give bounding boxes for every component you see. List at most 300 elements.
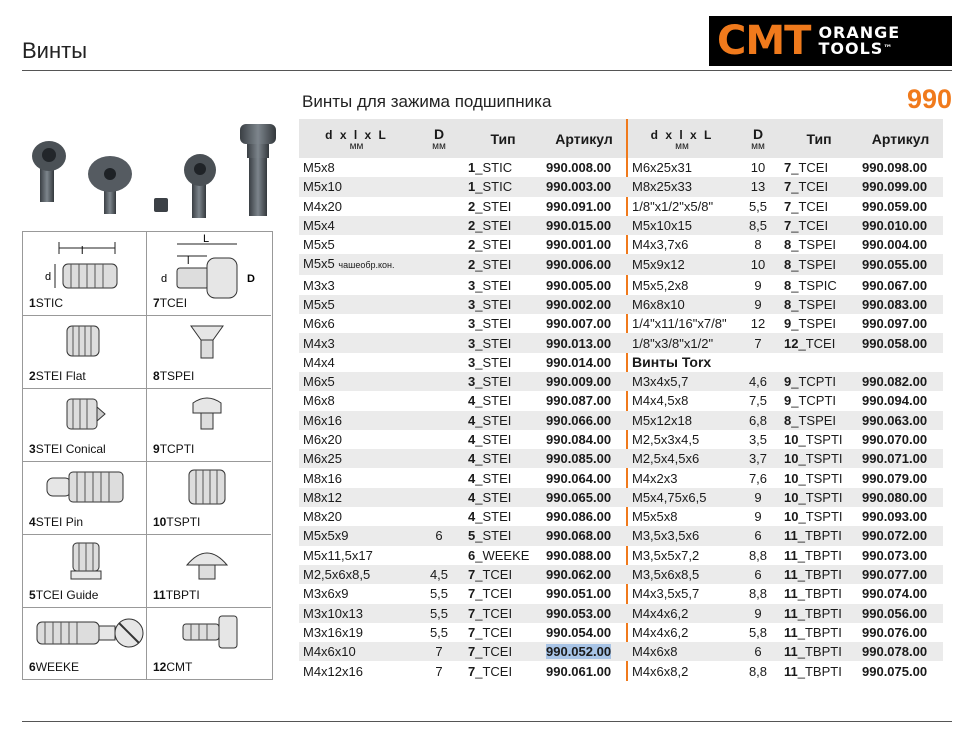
d-cell	[414, 372, 464, 391]
d-cell: 6	[736, 565, 780, 584]
d-cell: 5,5	[414, 604, 464, 623]
type-cell: 11_TBPTI	[784, 663, 842, 679]
screw-photo-1	[32, 141, 66, 202]
dims-cell: M5x5 чашеобр.кон.	[299, 254, 414, 275]
table-row	[299, 158, 943, 177]
dims-cell: M5x5x9	[299, 526, 414, 545]
article-cell: 990.093.00	[862, 509, 928, 525]
screw-types-legend	[22, 231, 273, 680]
dims-cell: M4x3	[299, 333, 414, 352]
type-cell: 7_TCEI	[464, 604, 542, 623]
dims-cell: M4x20	[303, 198, 343, 214]
d-cell: 5,8	[748, 624, 768, 640]
type-cell: 7_TCEI	[784, 160, 829, 176]
article-cell: 990.004.00	[862, 237, 928, 253]
dims-cell: M5x5x8	[632, 509, 678, 525]
d-cell	[414, 295, 464, 314]
d-cell	[414, 353, 464, 372]
stei-flat-icon	[23, 316, 145, 376]
table-row	[299, 411, 943, 430]
dims-cell: M3,5x6x8,5	[628, 565, 736, 584]
type-cell-4	[23, 462, 147, 535]
table-row	[299, 216, 943, 235]
section-subheading: Винты Torx	[632, 353, 712, 370]
table-row	[299, 507, 943, 526]
d-cell	[414, 546, 464, 565]
dims-cell: M6x5	[299, 372, 414, 391]
dims-cell: M3,5x3,5x6	[628, 526, 736, 545]
d-cell	[414, 333, 464, 352]
table-row	[299, 235, 943, 254]
article-cell: 990.070.00	[862, 432, 928, 447]
type-cell: 10_TSPTI	[784, 509, 843, 525]
article-cell: 990.083.00	[858, 295, 943, 314]
d-cell	[414, 275, 464, 294]
cmt-screw-icon	[147, 608, 269, 668]
article-cell: 990.098.00	[862, 160, 928, 176]
article-cell: 990.078.00	[858, 642, 943, 661]
type-cell: 4_STEI	[468, 509, 512, 525]
article-cell: 990.009.00	[542, 372, 626, 391]
logo-line-2: TOOLS	[818, 39, 884, 58]
dims-cell: M3x3	[303, 277, 335, 293]
tcei-mark-L: L	[203, 233, 210, 245]
type-cell-5	[23, 535, 147, 608]
type-label-3: 3STEI Conical	[29, 442, 106, 456]
d-cell	[414, 235, 464, 254]
type-cell: 3_STEI	[468, 277, 512, 293]
dims-cell: M4x6x10	[299, 642, 414, 661]
d-cell: 6,8	[736, 411, 780, 430]
type-cell: 9_TSPEI	[784, 316, 837, 332]
table-row	[299, 642, 943, 661]
article-cell: 990.054.00	[546, 624, 612, 640]
type-cell: 7_TCEI	[780, 216, 858, 235]
type-cell: 6_WEEKE	[468, 547, 530, 563]
d-cell: 4,6	[736, 372, 780, 391]
type-label-12: 12CMT	[153, 660, 193, 674]
d-cell: 7,5	[748, 393, 768, 409]
dims-cell: M3x6x9	[303, 586, 349, 602]
article-cell: 990.085.00	[542, 449, 626, 468]
article-cell: 990.068.00	[542, 526, 626, 545]
table-row	[299, 584, 943, 603]
logo-subtitle	[810, 25, 900, 57]
d-cell: 10	[736, 254, 780, 275]
article-cell: 990.061.00	[546, 663, 612, 679]
d-cell: 6	[736, 526, 780, 545]
dims-cell: M5x12x18	[628, 411, 736, 430]
type-cell: 3_STEI	[464, 333, 542, 352]
type-cell: 2_STEI	[468, 198, 512, 214]
stic-mark-l: l	[81, 245, 84, 257]
type-cell: 3_STEI	[464, 295, 542, 314]
type-label-10: 10TSPTI	[153, 515, 201, 529]
table-header-row	[299, 119, 943, 158]
type-cell: 11_TBPTI	[780, 604, 858, 623]
table-row	[299, 372, 943, 391]
table-row	[299, 197, 943, 216]
d-cell: 4,5	[414, 565, 464, 584]
tspti-icon	[147, 462, 269, 522]
table-row	[299, 353, 943, 372]
dims-cell: M4x3,7x6	[632, 237, 689, 253]
article-cell: 990.066.00	[542, 411, 626, 430]
d-cell	[414, 254, 464, 275]
article-cell: 990.072.00	[858, 526, 943, 545]
dims-cell: 1/4"x11/16"x7/8"	[632, 316, 727, 332]
screw-photo-2	[88, 156, 132, 214]
screw-photo-3	[184, 154, 216, 218]
header-dims: d x l x L мм	[299, 119, 414, 158]
d-cell: 5,5	[429, 624, 449, 640]
table-row	[299, 546, 943, 565]
dims-cell: M5x9x12	[628, 254, 736, 275]
type-cell-11	[147, 535, 271, 608]
type-cell-9	[147, 389, 271, 462]
tspei-icon	[147, 316, 269, 376]
dims-cell: M3,5x5x7,2	[632, 547, 700, 563]
dims-cell: M3x10x13	[299, 604, 414, 623]
dims-cell: M2,5x4,5x6	[628, 449, 736, 468]
dims-note: чашеобр.кон.	[338, 260, 395, 271]
type-cell: 1_STIC	[464, 177, 542, 196]
type-cell: 7_TCEI	[468, 663, 513, 679]
dims-cell: M4x4x6,2	[628, 604, 736, 623]
dims-cell: M6x25x31	[632, 160, 692, 176]
dims-cell: M5x5,2x8	[632, 277, 689, 293]
d-cell: 10	[750, 160, 766, 176]
article-cell: 990.005.00	[546, 277, 612, 293]
d-cell: 8,8	[748, 586, 768, 602]
table-row	[299, 449, 943, 468]
d-cell	[414, 216, 464, 235]
type-label-2: 2STEI Flat	[29, 369, 86, 383]
tcpti-icon	[147, 389, 269, 449]
d-cell: 13	[736, 177, 780, 196]
type-cell-12	[147, 608, 271, 679]
d-cell: 8,5	[736, 216, 780, 235]
d-cell	[414, 177, 464, 196]
dims-cell: M4x6x8	[628, 642, 736, 661]
dims-cell: M8x25x33	[628, 177, 736, 196]
dims-cell: M8x16	[303, 470, 343, 486]
type-cell: 11_TBPTI	[780, 526, 858, 545]
d-cell: 5,5	[429, 586, 449, 602]
screws-photo	[22, 118, 292, 226]
dims-cell: M6x6	[303, 316, 335, 332]
d-cell: 7	[736, 333, 780, 352]
d-cell: 9	[736, 295, 780, 314]
article-cell: 990.071.00	[858, 449, 943, 468]
type-cell: 8_TSPEI	[784, 237, 837, 253]
dims-cell: M5x4	[299, 216, 414, 235]
table-row	[299, 661, 943, 680]
article-cell: 990.008.00	[546, 160, 612, 176]
d-cell: 7,6	[748, 470, 768, 486]
header-type: Тип	[464, 119, 542, 158]
d-cell	[414, 430, 464, 449]
table-row	[299, 295, 943, 314]
screws-table	[299, 119, 943, 681]
type-cell: 7_TCEI	[468, 624, 513, 640]
header-d: D мм	[414, 119, 464, 158]
type-cell: 7_TCEI	[784, 198, 829, 214]
screw-photo-4	[240, 124, 276, 216]
type-cell: 3_STEI	[468, 316, 512, 332]
type-cell: 4_STEI	[468, 470, 512, 486]
type-cell: 11_TBPTI	[784, 586, 842, 602]
d-cell: 6	[414, 526, 464, 545]
header-article: Артикул	[542, 119, 626, 158]
article-cell: 990.015.00	[542, 216, 626, 235]
article-cell: 990.003.00	[542, 177, 626, 196]
type-cell-10	[147, 462, 271, 535]
type-cell: 2_STEI	[464, 254, 542, 275]
d-cell: 8,8	[748, 663, 768, 679]
dims-cell: M4x2x3	[632, 470, 678, 486]
table-row	[299, 526, 943, 545]
d-cell: 9	[736, 604, 780, 623]
dims-cell: M6x16	[299, 411, 414, 430]
type-cell: 4_STEI	[468, 393, 512, 409]
d-cell	[414, 391, 464, 410]
type-label-8: 8TSPEI	[153, 369, 195, 383]
type-cell: 10_TSPTI	[780, 488, 858, 507]
dims-cell: M6x25	[299, 449, 414, 468]
type-cell: 4_STEI	[464, 488, 542, 507]
type-cell-7	[147, 232, 271, 316]
article-cell: 990.091.00	[546, 198, 612, 214]
d-cell: 8	[754, 237, 762, 253]
article-cell: 990.006.00	[542, 254, 626, 275]
type-label-1: 1STIC	[29, 296, 64, 310]
dims-cell: M6x8x10	[628, 295, 736, 314]
tbpti-icon	[147, 535, 269, 595]
type-cell: 8_TSPEI	[780, 411, 858, 430]
type-cell: 11_TBPTI	[784, 547, 842, 563]
article-cell: 990.099.00	[858, 177, 943, 196]
d-cell: 9	[754, 509, 762, 525]
article-cell: 990.064.00	[546, 470, 612, 486]
brand-logo	[709, 16, 952, 66]
grub-screw-photo	[154, 198, 168, 212]
bottom-divider	[22, 721, 952, 722]
article-cell: 990.059.00	[862, 198, 928, 214]
header-dims-2: d x l x L мм	[628, 119, 736, 158]
article-cell: 990.074.00	[862, 586, 928, 602]
d-cell: 9	[754, 277, 762, 293]
weeke-icon	[23, 608, 145, 668]
dims-cell: M6x20	[303, 432, 343, 447]
type-cell: 2_STEI	[464, 216, 542, 235]
article-cell: 990.076.00	[862, 624, 928, 640]
table-row	[299, 430, 943, 449]
stic-diagram-icon	[23, 232, 145, 302]
page-title: Винты	[22, 38, 88, 63]
article-cell: 990.082.00	[858, 372, 943, 391]
article-cell: 990.079.00	[862, 470, 928, 486]
tcei-guide-icon	[23, 535, 145, 595]
article-cell: 990.002.00	[542, 295, 626, 314]
type-cell: 4_STEI	[464, 411, 542, 430]
dims-cell: M4x3,5x5,7	[632, 586, 700, 602]
d-cell: 12	[750, 316, 766, 332]
article-cell: 990.086.00	[546, 509, 612, 525]
d-cell: 3,7	[736, 449, 780, 468]
article-cell: 990.073.00	[862, 547, 928, 563]
d-cell	[414, 197, 464, 216]
header-article-2: Артикул	[858, 119, 943, 158]
type-cell: 3_STEI	[464, 372, 542, 391]
article-cell: 990.080.00	[858, 488, 943, 507]
table-body	[299, 158, 943, 681]
type-cell: 9_TCPTI	[784, 393, 837, 409]
d-cell: 3,5	[748, 432, 768, 447]
article-cell: 990.065.00	[542, 488, 626, 507]
type-cell: 4_STEI	[468, 432, 512, 447]
tcei-mark-l: l	[187, 255, 190, 267]
article-cell: 990.062.00	[542, 565, 626, 584]
article-cell: 990.094.00	[862, 393, 928, 409]
table-row	[299, 488, 943, 507]
table-row	[299, 565, 943, 584]
table-row	[299, 333, 943, 352]
type-cell-8	[147, 316, 271, 389]
article-cell: 990.077.00	[858, 565, 943, 584]
dims-cell: 1/8"x1/2"x5/8"	[632, 198, 714, 214]
dims-cell: M5x5	[303, 237, 335, 253]
stic-mark-d: d	[45, 271, 52, 283]
logo-tm: ™	[883, 44, 894, 54]
article-cell: 990.007.00	[546, 316, 612, 332]
header-d-2: D мм	[736, 119, 780, 158]
article-cell: 990.010.00	[858, 216, 943, 235]
dims-cell: M8x12	[299, 488, 414, 507]
d-cell: 8,8	[748, 547, 768, 563]
dims-cell: M4x4,5x8	[632, 393, 689, 409]
type-cell: 1_STIC	[468, 160, 513, 176]
tcei-diagram-icon	[147, 232, 269, 302]
type-label-11: 11TBPTI	[153, 588, 200, 602]
article-cell: 990.056.00	[858, 604, 943, 623]
d-cell	[414, 449, 464, 468]
table-row	[299, 623, 943, 642]
type-cell: 11_TBPTI	[784, 624, 842, 640]
dims-cell: M4x6x8,2	[632, 663, 689, 679]
logo-mark: CMT	[717, 18, 811, 64]
type-label-7: 7TCEI	[153, 296, 188, 310]
dims-cell: M2,5x6x8,5	[299, 565, 414, 584]
article-cell: 990.075.00	[862, 663, 928, 679]
article-cell: 990.087.00	[546, 393, 612, 409]
table-row	[299, 468, 943, 487]
article-cell: 990.088.00	[546, 547, 612, 563]
d-cell: 7	[435, 663, 443, 679]
type-cell: 4_STEI	[464, 449, 542, 468]
type-cell-6	[23, 608, 147, 679]
dims-cell: M5x8	[303, 160, 335, 176]
article-cell: 990.058.00	[858, 333, 943, 352]
type-cell-2	[23, 316, 147, 389]
dims-cell: M5x10x15	[628, 216, 736, 235]
type-cell: 7_TCEI	[780, 177, 858, 196]
tcei-mark-D: D	[247, 273, 255, 285]
article-cell: 990.053.00	[542, 604, 626, 623]
d-cell	[414, 488, 464, 507]
dims-cell: M4x4	[303, 354, 335, 370]
dims-cell: M4x12x16	[303, 663, 363, 679]
type-cell-1	[23, 232, 147, 316]
tcei-mark-d: d	[161, 273, 168, 285]
table-row	[299, 254, 943, 275]
type-cell: 10_TSPTI	[784, 432, 843, 447]
type-cell: 11_TBPTI	[780, 565, 858, 584]
article-cell: 990.084.00	[546, 432, 612, 447]
article-cell: 990.067.00	[862, 277, 928, 293]
table-row	[299, 391, 943, 410]
dims-cell: M6x8	[303, 393, 335, 409]
table-row	[299, 177, 943, 196]
section-code: 990	[906, 84, 952, 114]
d-cell: 6	[736, 642, 780, 661]
type-cell: 9_TCPTI	[780, 372, 858, 391]
type-cell: 7_TCEI	[464, 565, 542, 584]
article-cell: 990.013.00	[542, 333, 626, 352]
type-label-5: 5TCEI Guide	[29, 588, 99, 602]
d-cell: 9	[736, 488, 780, 507]
d-cell	[414, 468, 464, 487]
dims-cell: M2,5x3x4,5	[632, 432, 700, 447]
table-row	[299, 275, 943, 294]
dims-cell: M5x4,75x6,5	[628, 488, 736, 507]
article-cell: 990.001.00	[546, 237, 612, 253]
type-cell: 7_TCEI	[468, 586, 513, 602]
d-cell	[414, 158, 464, 177]
dims-cell: M5x5	[299, 295, 414, 314]
type-label-4: 4STEI Pin	[29, 515, 84, 529]
article-cell: 990.097.00	[862, 316, 928, 332]
article-cell: 990.063.00	[858, 411, 943, 430]
section-title: Винты для зажима подшипника	[302, 92, 552, 111]
type-cell: 7_TCEI	[464, 642, 542, 661]
d-cell	[414, 411, 464, 430]
article-cell: 990.052.00	[542, 642, 626, 661]
article-cell: 990.055.00	[858, 254, 943, 275]
stei-conical-icon	[23, 389, 145, 449]
d-cell: 5,5	[748, 198, 768, 214]
type-cell: 8_TSPEI	[780, 295, 858, 314]
type-cell: 3_STEI	[468, 354, 512, 370]
top-divider	[22, 70, 952, 71]
d-cell	[414, 314, 464, 333]
type-cell: 12_TCEI	[780, 333, 858, 352]
article-cell: 990.014.00	[546, 354, 612, 370]
dims-cell: M8x20	[303, 509, 343, 525]
dims-cell: M4x4x6,2	[632, 624, 689, 640]
table-row	[299, 604, 943, 623]
type-label-6: 6WEEKE	[29, 660, 80, 674]
type-cell: 10_TSPTI	[780, 449, 858, 468]
dims-cell: M5x10	[299, 177, 414, 196]
type-cell: 2_STEI	[468, 237, 512, 253]
type-cell: 8_TSPIC	[784, 277, 837, 293]
dims-cell: 1/8"x3/8"x1/2"	[628, 333, 736, 352]
type-label-9: 9TCPTI	[153, 442, 195, 456]
type-cell: 5_STEI	[464, 526, 542, 545]
d-cell: 7	[414, 642, 464, 661]
logo-line-1: ORANGE	[818, 23, 901, 42]
